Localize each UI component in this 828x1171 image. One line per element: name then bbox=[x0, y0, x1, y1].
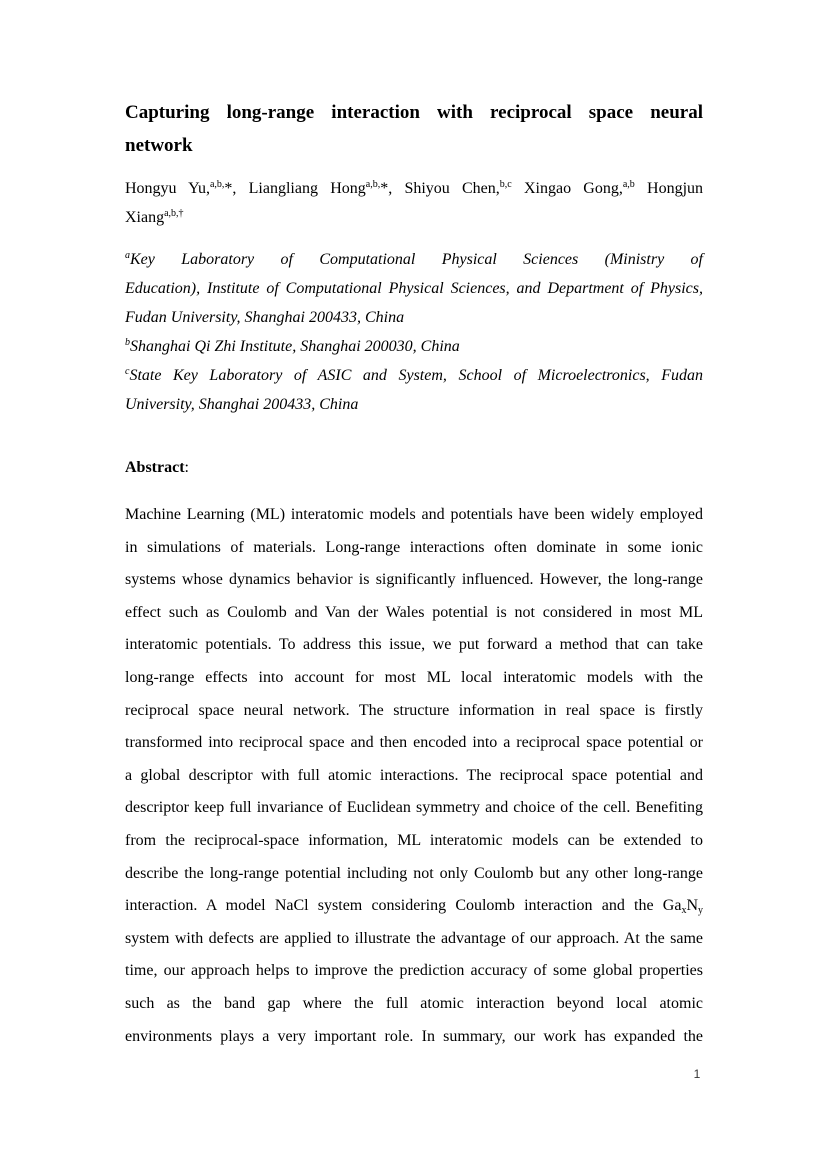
affiliation-list bbox=[125, 245, 703, 419]
author-name: Hongyu Yu, bbox=[125, 180, 210, 197]
affiliation-b bbox=[125, 332, 703, 361]
author-affiliation-mark: a,b, bbox=[365, 179, 381, 190]
abstract-line: such as the band gap where the full atomic interaction beyond local atomic bbox=[125, 994, 703, 1012]
author-name: Shiyou Chen, bbox=[404, 180, 500, 197]
author-affiliation-mark: a,b,† bbox=[164, 208, 184, 219]
abstract-line: long-range effects into account for most ML local interatomic models with the bbox=[125, 668, 703, 686]
abstract-line: from the reciprocal-space information, ML interatomic models can be extended to bbox=[125, 831, 703, 849]
corresponding-mark: *, bbox=[224, 180, 237, 197]
abstract-heading: Abstract: bbox=[125, 459, 189, 476]
author-name: Xiang bbox=[125, 209, 165, 226]
author-line-2 bbox=[125, 209, 184, 226]
affiliation-a bbox=[125, 245, 703, 332]
affiliation-text: Fudan University, Shanghai 200433, China bbox=[125, 309, 405, 326]
abstract-line: system with defects are applied to illustrate the advantage of our approach. At the same bbox=[125, 929, 703, 947]
abstract-line: time, our approach helps to improve the prediction accuracy of some global properties bbox=[125, 962, 703, 980]
abstract-line: transformed into reciprocal space and then encoded into a reciprocal space potential or bbox=[125, 734, 703, 752]
affiliation-text: State Key Laboratory of ASIC and System, School of Microelectronics, Fudan bbox=[129, 367, 703, 384]
affiliation-mark: c bbox=[125, 366, 130, 377]
affiliation-text: University, Shanghai 200433, China bbox=[125, 396, 359, 413]
abstract-line: environments plays a very important role. In summary, our work has expanded the bbox=[125, 1027, 703, 1045]
abstract-line: effect such as Coulomb and Van der Wales potential is not considered in most ML bbox=[125, 603, 703, 621]
affiliation-text: Key Laboratory of Computational Physical Sciences (Ministry of bbox=[130, 251, 703, 268]
author-affiliation-mark: a,b, bbox=[209, 179, 225, 190]
author-affiliation-mark: b,c bbox=[499, 179, 512, 190]
corresponding-mark: *, bbox=[380, 180, 393, 197]
abstract-line: systems whose dynamics behavior is significantly influenced. However, the long-range bbox=[125, 571, 703, 589]
abstract-line: reciprocal space neural network. The structure information in real space is firstly bbox=[125, 701, 703, 719]
affiliation-text: Education), Institute of Computational Physical Sciences, and Department of Physics, bbox=[125, 280, 703, 297]
affiliation-c bbox=[125, 361, 703, 419]
abstract-line: interaction. A model NaCl system considering Coulomb interaction and the $Ga_xN_y$ bbox=[125, 897, 703, 917]
abstract-line: descriptor keep full invariance of Euclidean symmetry and choice of the cell. Benefiting bbox=[125, 799, 703, 817]
author-name: Xingao Gong, bbox=[523, 180, 623, 197]
author-name: Hongjun bbox=[647, 180, 704, 197]
paper-title bbox=[125, 96, 703, 162]
author-list bbox=[125, 174, 703, 232]
abstract-line: describe the long-range potential including not only Coulomb but any other long-range bbox=[125, 864, 703, 882]
author-affiliation-mark: a,b bbox=[622, 179, 635, 190]
author-name: Liangliang Hong bbox=[248, 180, 366, 197]
affiliation-mark: a bbox=[125, 250, 130, 261]
author-line-1 bbox=[125, 174, 703, 203]
page-number: 1 bbox=[693, 1067, 701, 1081]
affiliation-mark: b bbox=[125, 337, 130, 348]
abstract-line: in simulations of materials. Long-range interactions often dominate in some ionic bbox=[125, 538, 703, 556]
abstract-line: a global descriptor with full atomic interactions. The reciprocal space potential and bbox=[125, 766, 703, 784]
paper-page bbox=[125, 96, 703, 1053]
affiliation-text: Shanghai Qi Zhi Institute, Shanghai 200030, China bbox=[130, 338, 460, 355]
abstract-body bbox=[125, 499, 703, 1053]
abstract-line: Machine Learning (ML) interatomic models and potentials have been widely employed bbox=[125, 506, 703, 523]
title-line-1: Capturing long-range interaction with reciprocal space neural bbox=[125, 102, 703, 123]
abstract-line: interatomic potentials. To address this issue, we put forward a method that can take bbox=[125, 636, 703, 654]
title-line-2: network bbox=[125, 135, 193, 156]
